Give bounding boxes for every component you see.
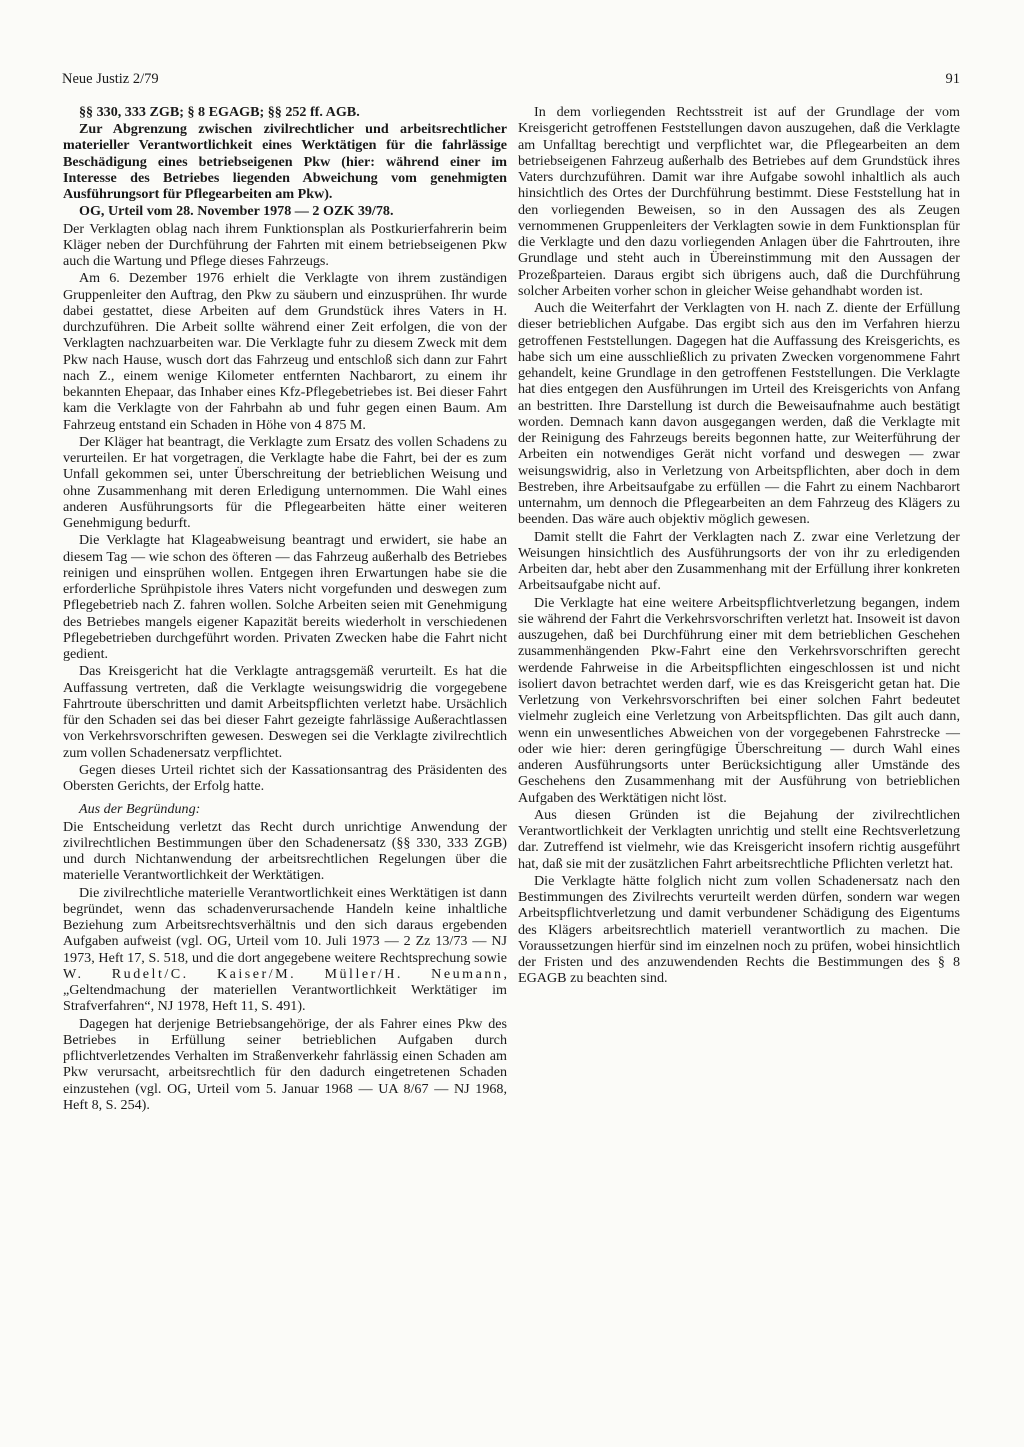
facts-paragraph: Am 6. Dezember 1976 erhielt die Verklagte von ihrem zuständigen Gruppenleiter den Auftrag, den Pkw zu säubern und einzusprühen. Ihr wurde dabei gestattet, diese Arbeiten auf dem Grundstück ihres Vaters in H. durchzuführen. Die Arbeit sollte während einer Zeit erfolgen, die von der Verklagten nachzuarbeiten war. Die Verklagte fuhr zu diesem Zweck mit dem Pkw nach Hause, wusch dort das Fahrzeug und entschloß sich dann zur Fahrt nach Z., einem wenige Kilometer entfernten Nachbarort, zu einem ihr bekannten Ehepaar, das Inhaber eines Kfz-Pflegebetriebes ist. Bei dieser Fahrt kam die Verklagte von der Fahrbahn ab und fuhr gegen einen Baum. Am Fahrzeug entstand ein Schaden in Höhe von 4 875 M. — [63, 270, 507, 433]
reasons-paragraph: Dagegen hat derjenige Betriebsangehörige, der als Fahrer eines Pkw des Betriebes in Erfüllung seiner betrieblichen Aufgaben durch pflichtverletzendes Verhalten im Straßenverkehr fahrlässig einen Schaden am Pkw verursacht, arbeitsrechtlich für den dadurch eingetretenen Schaden einzustehen (vgl. OG, Urteil vom 5. Januar 1968 — UA 8/67 — NJ 1968, Heft 8, S. 254). — [63, 1015, 507, 1113]
decision-citation: OG, Urteil vom 28. November 1978 — 2 OZK 39/78. — [79, 203, 394, 220]
body-paragraph: Auch die Weiterfahrt der Verklagten von H. nach Z. diente der Erfüllung dieser betrieblichen Aufgabe. Das ergibt sich aus den im Verfahren hierzu getroffenen Feststellungen. Dagegen hat die Auffassung des Kreisgerichts, es habe sich um eine ausschließlich zu privaten Zwecken vorgenommene Fahrt gehandelt, keine Grundlage in den getroffenen Feststellungen. Die Verklagte hat dies entgegen den Ausführungen im Urteil des Kreisgerichts von Anfang an bestritten. Ihre Darstellung ist durch die Beweisaufnahme auch bestätigt worden. Demnach kann davon ausgegangen werden, daß die Verklagte mit der Reinigung des Fahrzeugs bereits begonnen hatte, zur Weiterführung der Arbeiten ein notwendiges Gerät nicht vorfand und deswegen — zwar weisungswidrig, also in Verletzung von Arbeitspflichten, aber doch in dem Bestreben, ihre Arbeitsaufgabe zu erfüllen — die Fahrt zu einem Nachbarort unternahm, um dennoch die Pflegearbeiten an dem Fahrzeug des Klägers zu beenden. Das wäre auch objektiv möglich gewesen. — [518, 300, 960, 528]
reasons-heading: Aus der Begründung: — [79, 801, 201, 818]
facts-paragraph: Der Verklagten oblag nach ihrem Funktionsplan als Postkurierfahrerin beim Kläger neben der Durchführung der Fahrten mit einem betriebseigenen Pkw auch die Wartung und Pflege dieses Fahrzeugs. — [63, 220, 507, 270]
facts-paragraph: Die Verklagte hat Klageabweisung beantragt und erwidert, sie habe an diesem Tag — wie schon des öfteren — das Fahrzeug außerhalb des Betriebes reinigen und einsprühen wollen. Entgegen ihren Erwartungen habe sie die erforderliche Sprühpistole ihres Vaters nicht vorgefunden und deswegen zum Pflegebetrieb nach Z. fahren wollen. Solche Arbeiten seien mit Genehmigung des Betriebes mangels eigener Kapazität bereits wiederholt in verschiedenen Pflegebetrieben durchgeführt worden. Privaten Zwecken habe die Fahrt nicht gedient. — [63, 532, 507, 663]
page-number: 91 — [945, 71, 960, 87]
body-paragraph: Aus diesen Gründen ist die Bejahung der zivilrechtlichen Verantwortlichkeit der Verklagten unrichtig und stellt eine Rechtsverletzung dar. Zutreffend ist vielmehr, wie das Kreisgericht insofern richtig ausgeführt hat, daß sie mit der zusätzlichen Fahrt arbeitsrechtliche Pflichten verletzt hat. — [518, 806, 960, 872]
facts-paragraph: Gegen dieses Urteil richtet sich der Kassationsantrag des Präsidenten des Obersten Gerichts, der Erfolg hatte. — [63, 761, 507, 795]
body-paragraph: Damit stellt die Fahrt der Verklagten nach Z. zwar eine Verletzung der Weisungen hinsichtlich des Ausführungsorts der von ihr zu erledigenden Arbeiten dar, hebt aber den Zusammenhang mit der Erfüllung ihrer konkreten Arbeitsaufgabe nicht auf. — [518, 528, 960, 594]
body-paragraph: Die Verklagte hätte folglich nicht zum vollen Schadenersatz nach den Bestimmungen des Zivilrechts verurteilt werden dürfen, sondern war wegen Arbeitspflichtverletzung und damit verbundener Schädigung des Eigentums des Klägers arbeitsrechtlich materiell verantwortlich zu machen. Die Voraussetzungen hierfür sind im einzelnen noch zu prüfen, wobei hinsichtlich der Fristen und des anzuwendenden Rechts die Bestimmungen des § 8 EGAGB zu beachten sind. — [518, 872, 960, 987]
reasons-text: Die zivilrechtliche materielle Verantwortlichkeit eines Werktätigen ist dann begründet, wenn das schadenverursachende Handeln keine inhaltliche Beziehung zum Arbeitsrechtsverhältnis und den sich daraus ergebenden Aufgaben aufweist (vgl. OG, Urteil vom 10. Juli 1973 — 2 Zz 13/73 — NJ 1973, Heft 17, S. 518, und die dort angegebene weitere Rechtsprechung sowie — [63, 884, 507, 966]
reasons-paragraph — [63, 885, 507, 1015]
right-column — [518, 104, 960, 988]
facts-paragraph: Das Kreisgericht hat die Verklagte antragsgemäß verurteilt. Es hat die Auffassung vertreten, daß die Verklagte weisungswidrig die vorgegebene Fahrtroute überschritten und damit Arbeitspflichten verletzt habe. Ursächlich für den Schaden sei das bei dieser Fahrt gezeigte fahrlässige Außerachtlassen von Verkehrsvorschriften gewesen. Deswegen sei die Verklagte zivilrechtlich zum vollen Schadenersatz verpflichtet. — [63, 663, 507, 761]
reasons-paragraph: Die Entscheidung verletzt das Recht durch unrichtige Anwendung der zivilrechtlichen Bestimmungen über den Schadenersatz (§§ 330, 333 ZGB) und durch Nichtanwendung der arbeitsrechtlichen Regelungen über die materielle Verantwortlichkeit der Werktätigen. — [63, 818, 507, 884]
left-column — [63, 104, 507, 1114]
facts-paragraph: Der Kläger hat beantragt, die Verklagte zum Ersatz des vollen Schadens zu verurteilen. Er hat vorgetragen, die Verklagte habe die Fahrt, bei der es zum Unfall gekommen sei, unter Überschreitung der betrieblichen Weisung und ohne Zusammenhang mit deren Erledigung unternommen. Die Wahl eines anderen Ausführungsorts für die Pflegearbeiten hätte einer weiteren Genehmigung bedurft. — [63, 433, 507, 532]
headnote-summary: Zur Abgrenzung zwischen zivilrechtlicher und arbeitsrechtlicher materieller Verantwortlichkeit eines Werktätigen für die fahrlässige Beschädigung eines betriebseigenen Pkw (hier: während einer im Interesse des Betriebes liegenden Abweichung vom genehmigten Ausführungsort für Pflegearbeiten am Pkw). — [63, 121, 507, 203]
legal-references: §§ 330, 333 ZGB; § 8 EGAGB; §§ 252 ff. AGB. — [79, 104, 360, 120]
journal-title: Neue Justiz 2/79 — [62, 71, 159, 87]
body-paragraph: In dem vorliegenden Rechtsstreit ist auf der Grundlage der vom Kreisgericht getroffenen Feststellungen davon auszugehen, daß die Verklagte am Unfalltag berechtigt und verpflichtet war, die Pflegearbeiten an dem betriebseigenen Fahrzeug außerhalb des Betriebes auf dem Grundstück ihres Vaters durchzuführen. Damit war ihre Aufgabe sowohl inhaltlich als auch hinsichtlich des Ortes der Durchführung bestimmt. Diese Feststellung hat in den vorliegenden Beweisen, so in den Aussagen des als Zeugen vernommenen Gruppenleiters der Verklagten sowie in dem Funktionsplan für die Verklagte und den dazu vorliegenden Anlagen über die Fahrtrouten, ihre Grundlage und steht auch in Übereinstimmung mit den Aussagen der Prozeßparteien. Daraus ergibt sich übrigens auch, daß die Durchführung solcher Arbeiten vorher schon in gleicher Weise gehandhabt worden ist. — [518, 104, 960, 299]
reasons-text: , „Geltendmachung der materiellen Verantwortlichkeit Werktätiger im Strafverfahren“, NJ 1978, Heft 11, S. 491). — [63, 965, 507, 1015]
cited-authors: W. Rudelt/C. Kaiser/M. Müller/H. Neumann — [63, 965, 504, 982]
body-paragraph: Die Verklagte hat eine weitere Arbeitspflichtverletzung begangen, indem sie während der Fahrt die Verkehrsvorschriften verletzt hat. Insoweit ist davon auszugehen, daß bei Durchführung einer mit dem betrieblichen Geschehen zusammenhängenden Pkw-Fahrt eine den Verkehrsvorschriften gerecht werdende Fahrweise in die Arbeitspflichten eingeschlossen ist und nicht isoliert davon betrachtet werden darf, wie es das Kreisgericht getan hat. Die Verletzung von Verkehrsvorschriften bei einer solchen Fahrt bedeutet vielmehr zugleich eine Verletzung von Arbeitspflichten. Das gilt auch dann, wenn ein unwesentliches Abweichen von der vorgegebenen Fahrstrecke — oder wie hier: deren geringfügige Überschreitung — durch Wahl eines anderen Ausführungsorts unter Berücksichtigung aller Umstände des Geschehens den Zusammenhang mit der Ausführung von betrieblichen Aufgaben des Werktätigen nicht löst. — [518, 594, 960, 806]
